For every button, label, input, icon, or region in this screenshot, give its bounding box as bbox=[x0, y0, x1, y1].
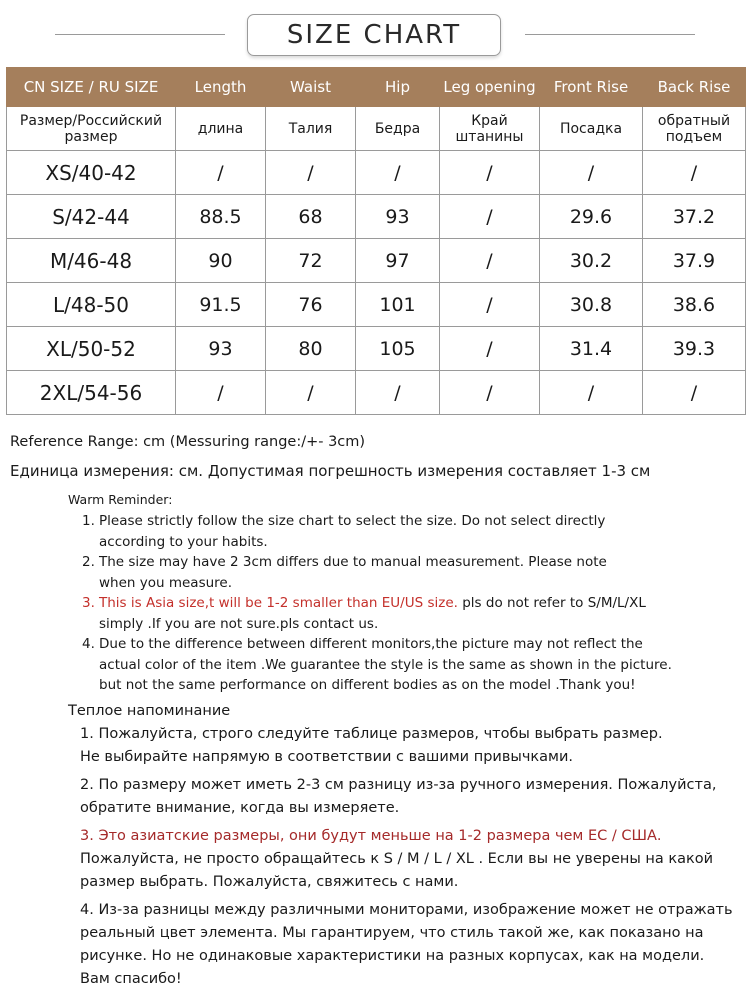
reminder-item bbox=[68, 552, 718, 593]
header-cell-en: CN SIZE / RU SIZE bbox=[7, 68, 176, 107]
value-cell: 101 bbox=[356, 283, 440, 327]
reminder-text: actual color of the item .We guarantee the style is the same as shown in the picture. bbox=[99, 656, 672, 673]
header-cell-ru: Бедра bbox=[356, 107, 440, 151]
reminder-highlight: This is Asia size,t will be 1-2 smaller than EU/US size. bbox=[99, 595, 458, 611]
value-cell: 30.2 bbox=[540, 239, 643, 283]
value-cell: / bbox=[176, 151, 266, 195]
reminder-ru-item bbox=[68, 899, 738, 991]
value-cell: / bbox=[356, 151, 440, 195]
size-cell: M/46-48 bbox=[7, 239, 176, 283]
reference-range-note: Reference Range: cm (Messuring range:/+- 3cm) bbox=[10, 434, 366, 450]
warm-reminder-ru bbox=[68, 700, 738, 996]
size-cell: S/42-44 bbox=[7, 195, 176, 239]
title-banner bbox=[0, 10, 750, 60]
reminder-text: simply .If you are not sure.pls contact us. bbox=[99, 615, 379, 632]
value-cell: / bbox=[440, 283, 540, 327]
size-cell: XS/40-42 bbox=[7, 151, 176, 195]
reminder-number: 2. bbox=[82, 554, 95, 570]
page-title: SIZE CHART bbox=[247, 14, 501, 56]
table-row bbox=[7, 239, 746, 283]
reminder-item bbox=[68, 593, 718, 634]
value-cell: / bbox=[440, 327, 540, 371]
value-cell: 93 bbox=[176, 327, 266, 371]
warm-reminder-list bbox=[68, 511, 718, 696]
reminder-ru-text: Пожалуйста, не просто обращайтесь к S / M / L / XL . Если вы не уверены на какой bbox=[80, 851, 714, 867]
reminder-ru-text: 2. По размеру может иметь 2-3 см разницу из-за ручного измерения. Пожалуйста, bbox=[80, 777, 717, 793]
reminder-text: Due to the difference between different monitors,the picture may not reflect the bbox=[99, 636, 643, 652]
value-cell: 80 bbox=[266, 327, 356, 371]
header-cell-en: Waist bbox=[266, 68, 356, 107]
warm-reminder-title: Warm Reminder: bbox=[68, 492, 173, 507]
value-cell: / bbox=[266, 151, 356, 195]
value-cell: 97 bbox=[356, 239, 440, 283]
header-row-ru bbox=[7, 107, 746, 151]
value-cell: 37.9 bbox=[643, 239, 746, 283]
header-cell-ru: Талия bbox=[266, 107, 356, 151]
header-cell-en: Hip bbox=[356, 68, 440, 107]
reminder-text: pls do not refer to S/M/L/XL bbox=[457, 595, 646, 611]
size-cell: XL/50-52 bbox=[7, 327, 176, 371]
value-cell: / bbox=[540, 151, 643, 195]
reminder-text: but not the same performance on different bodies as on the model .Thank you! bbox=[99, 677, 636, 693]
reminder-ru-text: Не выбирайте напрямую в соответствии с вашими привычками. bbox=[80, 749, 573, 765]
value-cell: / bbox=[440, 195, 540, 239]
value-cell: / bbox=[356, 371, 440, 415]
reminder-ru-text: реальный цвет элемента. Мы гарантируем, что стиль такой же, как показано на bbox=[80, 925, 704, 941]
reminder-text: according to your habits. bbox=[99, 533, 268, 550]
table-row bbox=[7, 151, 746, 195]
size-chart-table bbox=[6, 67, 746, 415]
header-cell-ru: длина bbox=[176, 107, 266, 151]
reminder-number: 3. bbox=[82, 595, 95, 611]
value-cell: / bbox=[643, 371, 746, 415]
header-cell-en: Front Rise bbox=[540, 68, 643, 107]
value-cell: / bbox=[440, 371, 540, 415]
value-cell: 72 bbox=[266, 239, 356, 283]
header-cell-en: Length bbox=[176, 68, 266, 107]
table-row bbox=[7, 371, 746, 415]
reminder-ru-text: 1. Пожалуйста, строго следуйте таблице размеров, чтобы выбрать размер. bbox=[80, 726, 663, 742]
header-cell-ru: Размер/Российский размер bbox=[7, 107, 176, 151]
title-divider-left bbox=[55, 34, 225, 35]
value-cell: 68 bbox=[266, 195, 356, 239]
header-cell-en: Back Rise bbox=[643, 68, 746, 107]
reminder-ru-item bbox=[68, 774, 738, 820]
reminder-ru-text: размер выбрать. Пожалуйста, свяжитесь с нами. bbox=[80, 874, 459, 890]
value-cell: 76 bbox=[266, 283, 356, 327]
value-cell: / bbox=[440, 239, 540, 283]
value-cell: / bbox=[440, 151, 540, 195]
reminder-number: 1. bbox=[82, 513, 95, 529]
table-row bbox=[7, 195, 746, 239]
table-row bbox=[7, 283, 746, 327]
header-row-en bbox=[7, 68, 746, 107]
size-cell: L/48-50 bbox=[7, 283, 176, 327]
value-cell: 90 bbox=[176, 239, 266, 283]
reminder-ru-text: рисунке. Но не одинаковые характеристики на разных корпусах, как на модели. bbox=[80, 948, 705, 964]
reminder-item bbox=[68, 511, 718, 552]
value-cell: 39.3 bbox=[643, 327, 746, 371]
value-cell: 88.5 bbox=[176, 195, 266, 239]
reminder-text: Please strictly follow the size chart to select the size. Do not select directly bbox=[99, 513, 606, 529]
reminder-ru-item bbox=[68, 825, 738, 894]
value-cell: 29.6 bbox=[540, 195, 643, 239]
reminder-text: when you measure. bbox=[99, 574, 233, 591]
header-cell-ru: обратный подъем bbox=[643, 107, 746, 151]
value-cell: / bbox=[540, 371, 643, 415]
table-row bbox=[7, 327, 746, 371]
reminder-item bbox=[68, 634, 718, 696]
header-cell-ru: Край штанины bbox=[440, 107, 540, 151]
reminder-ru-item bbox=[68, 723, 738, 769]
value-cell: 30.8 bbox=[540, 283, 643, 327]
value-cell: 38.6 bbox=[643, 283, 746, 327]
value-cell: 105 bbox=[356, 327, 440, 371]
reminder-ru-text: обратите внимание, когда вы измеряете. bbox=[80, 800, 400, 816]
reminder-number: 4. bbox=[82, 636, 95, 652]
value-cell: / bbox=[266, 371, 356, 415]
warm-reminder-ru-title: Теплое напоминание bbox=[68, 703, 231, 719]
reminder-ru-text: 3. Это азиатские размеры, они будут меньше на 1-2 размера чем ЕС / США. bbox=[80, 828, 662, 844]
size-cell: 2XL/54-56 bbox=[7, 371, 176, 415]
value-cell: 31.4 bbox=[540, 327, 643, 371]
warm-reminder-en bbox=[68, 491, 718, 696]
value-cell: 91.5 bbox=[176, 283, 266, 327]
header-cell-en: Leg opening bbox=[440, 68, 540, 107]
reminder-text: The size may have 2 3cm differs due to manual measurement. Please note bbox=[99, 554, 607, 570]
warm-reminder-ru-list bbox=[68, 723, 738, 991]
value-cell: 37.2 bbox=[643, 195, 746, 239]
value-cell: / bbox=[643, 151, 746, 195]
header-cell-ru: Посадка bbox=[540, 107, 643, 151]
reminder-ru-text: Вам спасибо! bbox=[80, 971, 182, 987]
ru-unit-note: Единица измерения: см. Допустимая погрешность измерения составляет 1-3 см bbox=[10, 462, 651, 480]
value-cell: / bbox=[176, 371, 266, 415]
reminder-ru-text: 4. Из-за разницы между различными мониторами, изображение может не отражать bbox=[80, 902, 733, 918]
title-divider-right bbox=[525, 34, 695, 35]
value-cell: 93 bbox=[356, 195, 440, 239]
